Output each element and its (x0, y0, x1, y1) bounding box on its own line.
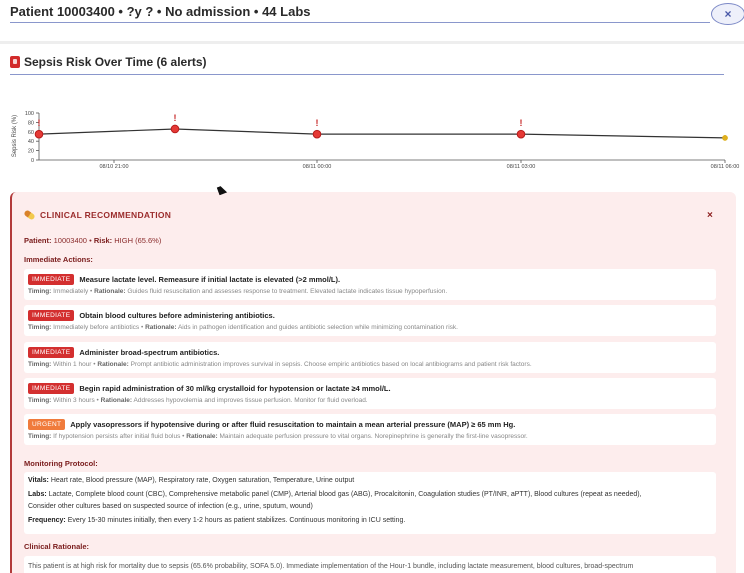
action-details (28, 397, 368, 404)
vitals-line (28, 477, 354, 484)
action-item (24, 378, 716, 409)
timing-value: If hypotension persists after initial fluid bolus (53, 433, 181, 440)
close-icon: × (724, 7, 732, 21)
separator: • (89, 236, 92, 245)
svg-text:80: 80 (27, 120, 34, 127)
patient-id: 10003400 (53, 236, 87, 245)
rationale-value: Aids in pathogen identification and guides antibiotic selection while minimizing contamination risk. (177, 324, 458, 331)
rationale-text: This patient is at high risk for mortality due to sepsis (65.6% probability, SOFA 5.0). Immediate implementation of the Hour-1 bundle, including lactate measurement, blood cultures, broad-spectrum (28, 563, 634, 570)
labs-text: Lactate, Complete blood count (CBC), Comprehensive metabolic panel (CMP), Arterial blood gas (ABG), Procalcitonin, Coagulation studies (PT/INR, aPTT), Blood cultures (repeat as needed), (48, 491, 642, 498)
svg-text:08/10 21:00: 08/10 21:00 (99, 164, 129, 170)
labs-line (28, 491, 642, 498)
action-title-row (28, 310, 275, 321)
frequency-line (28, 517, 405, 524)
priority-badge: URGENT (28, 419, 65, 430)
risk-label: Risk: (93, 236, 113, 245)
alert-marker-icon: ! (519, 118, 523, 129)
rationale-label: Rationale: (186, 433, 218, 440)
recommendation-heading: CLINICAL RECOMMENDATION (40, 210, 172, 220)
recommendation-header (24, 210, 171, 220)
close-modal-button[interactable] (711, 3, 744, 25)
action-item (24, 305, 716, 336)
frequency-text: Every 15-30 minutes initially, then every 1-2 hours as patient stabilizes. Continuous monitoring in ICU setting. (67, 517, 406, 524)
action-title: Measure lactate level. Remeasure if initial lactate is elevated (>2 mmol/L). (79, 275, 341, 284)
svg-text:08/11 06:00: 08/11 06:00 (710, 164, 740, 170)
alert-marker-icon: ! (37, 118, 41, 129)
separator: • (93, 361, 96, 368)
patient-label: Patient: (24, 236, 52, 245)
y-axis (12, 111, 39, 164)
timing-value: Within 1 hour (53, 361, 92, 368)
action-title: Begin rapid administration of 30 ml/kg crystalloid for hypotension or lactate ≥4 mmol/L. (79, 384, 391, 393)
action-title-row (28, 347, 219, 358)
timing-label: Timing: (28, 433, 52, 440)
action-item (24, 342, 716, 373)
separator: • (90, 288, 93, 295)
rationale-value: Maintain adequate perfusion pressure to vital organs. Norepinephrine is generally the first-line vasopressor. (219, 433, 528, 440)
risk-line (39, 129, 725, 138)
close-recommendation-button[interactable] (707, 210, 713, 221)
action-item (24, 269, 716, 300)
action-details (28, 324, 458, 331)
action-title-row (28, 383, 391, 394)
alert-data-point[interactable] (35, 130, 43, 138)
svg-text:60: 60 (27, 129, 34, 136)
pill-icon (23, 209, 35, 220)
svg-text:40: 40 (27, 139, 34, 146)
immediate-actions-heading: Immediate Actions: (24, 255, 93, 264)
svg-text:08/11 03:00: 08/11 03:00 (506, 164, 536, 170)
timing-value: Immediately (53, 288, 89, 295)
rationale-value: Prompt antibiotic administration improves survival in sepsis. Choose empiric antibiotics based on local antibiograms and patient risk factors. (130, 361, 532, 368)
timing-value: Immediately before antibiotics (53, 324, 140, 331)
frequency-label: Frequency: (28, 517, 66, 524)
section-separator (0, 41, 744, 44)
vitals-label: Vitals: (28, 477, 49, 484)
alert-marker-icon: ! (173, 112, 177, 123)
section-header (10, 55, 207, 69)
clinical-recommendation-card (10, 192, 736, 573)
alert-data-point[interactable] (517, 130, 525, 138)
action-title-row (28, 274, 340, 285)
action-item (24, 414, 716, 445)
priority-badge: IMMEDIATE (28, 347, 74, 358)
svg-text:Sepsis Risk (%): Sepsis Risk (%) (12, 114, 18, 158)
action-title: Obtain blood cultures before administering antibiotics. (79, 311, 275, 320)
x-axis (39, 160, 739, 170)
alarm-icon (10, 56, 20, 68)
patient-title: Patient 10003400 • ?y ? • No admission • 44 Labs (10, 4, 311, 19)
priority-badge: IMMEDIATE (28, 383, 74, 394)
alert-marker-icon: ! (315, 118, 319, 129)
patient-header (0, 0, 744, 42)
svg-text:20: 20 (27, 148, 34, 155)
alert-data-point[interactable] (313, 130, 321, 138)
action-title: Administer broad-spectrum antibiotics. (79, 348, 220, 357)
rationale-value: Addresses hypovolemia and improves tissue perfusion. Monitor for fluid overload. (133, 397, 368, 404)
header-divider (10, 22, 710, 23)
timing-label: Timing: (28, 324, 52, 331)
rationale-label: Rationale: (145, 324, 177, 331)
rationale-value: Guides fluid resuscitation and assesses response to treatment. Elevated lactate indicates tissue hypoperfusion. (127, 288, 448, 295)
data-point[interactable] (722, 135, 727, 140)
labs-label: Labs: (28, 491, 47, 498)
rationale-label: Rationale: (100, 397, 133, 404)
action-details (28, 433, 528, 440)
section-title: Sepsis Risk Over Time (6 alerts) (24, 55, 207, 69)
separator: • (140, 324, 144, 331)
action-details (28, 288, 447, 295)
risk-value: HIGH (65.6%) (114, 236, 162, 245)
separator: • (96, 397, 99, 404)
timing-label: Timing: (28, 288, 52, 295)
action-details (28, 361, 532, 368)
svg-text:08/11 00:00: 08/11 00:00 (302, 164, 332, 170)
sepsis-risk-chart (0, 100, 744, 180)
clinical-rationale (24, 556, 716, 573)
action-title: Apply vasopressors if hypotensive during or after fluid resuscitation to maintain a mean arterial pressure (MAP) ≥ 65 mm Hg. (70, 420, 516, 429)
monitoring-heading: Monitoring Protocol: (24, 459, 98, 468)
rationale-label: Rationale: (97, 361, 129, 368)
separator: • (182, 433, 185, 440)
labs-line-2: Consider other cultures based on suspected source of infection (e.g., urine, sputum, wound) (28, 503, 313, 510)
priority-badge: IMMEDIATE (28, 310, 74, 321)
rationale-label: Rationale: (94, 288, 126, 295)
timing-label: Timing: (28, 397, 52, 404)
monitoring-protocol (24, 472, 716, 534)
close-icon: × (707, 210, 713, 221)
vitals-text: Heart rate, Blood pressure (MAP), Respiratory rate, Oxygen saturation, Temperature, Urine output (50, 477, 355, 484)
patient-risk-summary (24, 236, 161, 245)
clinical-rationale-heading: Clinical Rationale: (24, 542, 90, 551)
section-divider (10, 74, 724, 75)
priority-badge: IMMEDIATE (28, 274, 74, 285)
alert-data-point[interactable] (171, 125, 179, 133)
svg-text:0: 0 (30, 158, 34, 164)
svg-text:100: 100 (24, 111, 34, 117)
timing-value: Within 3 hours (53, 397, 95, 404)
action-title-row (28, 419, 515, 430)
timing-label: Timing: (28, 361, 52, 368)
